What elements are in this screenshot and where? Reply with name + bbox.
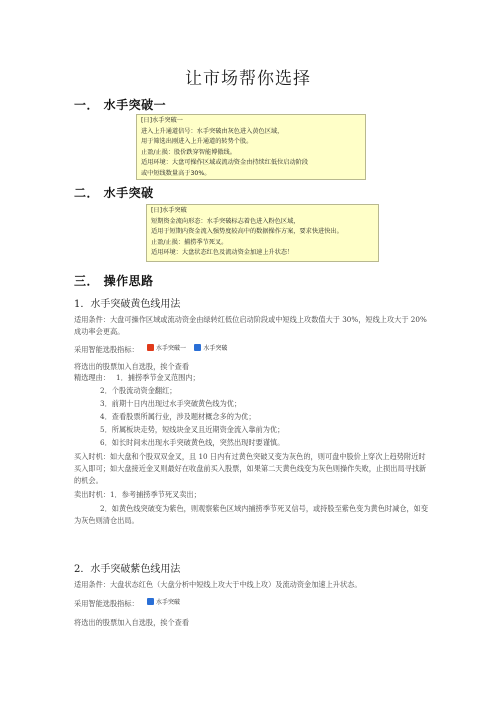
box1-line: 用于筛选出刚进入上升通道的转势个股。: [141, 138, 253, 146]
indicator-description-box-1: [136, 114, 366, 180]
indicator-description-box-2: [146, 204, 379, 262]
sell-timing-label: 卖出时机：1．参考捕捞季节死叉卖出；: [74, 490, 201, 499]
section-heading-3: 三． 操作思路: [74, 274, 154, 288]
indicator-label: 采用智能选股指标：: [74, 345, 139, 354]
box1-line: 止盈/止损：股价跌穿智能博傲线。: [141, 148, 236, 156]
indicator-icon: [147, 344, 154, 351]
step-text-2: 将选出的股票加入自选股，挨个查看: [74, 618, 190, 627]
sell-timing-detail: [74, 503, 430, 527]
indicator-chip-label: 水手突破: [203, 345, 228, 352]
reason-item: 4．查看股票所属行业，涉及题材概念多的为优；: [100, 412, 256, 421]
section-heading-2: 二． 水手突破: [74, 186, 154, 200]
indicator-chip-label: 水手突破一: [156, 345, 187, 352]
reason-item: 5．所属板块走势，短线块金叉且近期资金流入靠前为优；: [100, 425, 285, 434]
reason-item: 6．如长时间未出现水手突破黄色线，突然出现时要谨慎。: [100, 438, 285, 447]
subsection-heading-1: 1．水手突破黄色线用法: [74, 299, 181, 310]
subsection-heading-2: 2．水手突破紫色线用法: [74, 564, 181, 575]
box1-line: [日]水手突破一: [141, 117, 183, 124]
indicator-chip-2: [194, 344, 227, 354]
section-heading-1: 一． 水手突破一: [74, 98, 167, 112]
indicator-row-1: [74, 344, 227, 356]
box2-line: 适用环境：大盘状态红色及流动资金加速上升状态！: [151, 249, 294, 257]
box1-line: 或中短线数量高于30%。: [141, 169, 211, 177]
indicator-icon: [194, 344, 201, 351]
reason-item: 1．捕捞季节金叉范围内；: [116, 373, 200, 382]
filter-reason-label: 精选理由：: [74, 373, 110, 382]
step-text-1: 将选出的股票加入自选股，挨个查看: [74, 362, 190, 371]
box1-line: 适用环境：大盘可操作区域或流动资金由持续红低位启动阶段: [141, 159, 309, 167]
sell-timing-detail-text: 2．如黄色线突破变为紫色，则观察紫色区域内捕捞季节死叉信号，或持股至紫色变为黄色时减仓，如变为灰色则清仓出局。: [74, 504, 429, 525]
box2-line: 适用于短期内资金流入强势度较高中的数据操作方案，要求快进快出。: [151, 228, 343, 236]
condition-text-1: 适用条件：大盘可操作区域或流动资金由绿转红低位启动阶段或中短线上攻数值大于 30%，短线上攻大于 20%成功率会更高。: [74, 315, 427, 336]
condition-text-2: 适用条件：大盘状态红色（大盘分析中短线上攻大于中线上攻）及流动资金加速上升状态。: [74, 580, 362, 589]
indicator-chip-1: [147, 344, 186, 354]
indicator-chip-3: [147, 598, 180, 608]
indicator-row-2: [74, 598, 180, 610]
box1-line: 进入上升通道信号：水手突破由灰色进入黄色区域，: [141, 127, 284, 135]
buy-timing-text: 买入时机：如大盘和个股双双金叉，且 10 日内有过黄色突破又变为灰色的，则可盘中股价上穿次上趋势附近时买入即可；如大盘接近金叉则最好在收盘前买入股票，如果第二天黄色线变为灰色则操作失败，止损出局寻找新的机会。: [74, 452, 427, 485]
indicator-icon: [147, 598, 154, 605]
box2-line: 短期资金流向形态：水手突破标志着色进入粉色区域，: [151, 217, 300, 225]
indicator-label: 采用智能选股指标：: [74, 599, 139, 608]
indicator-chip-label: 水手突破: [156, 599, 181, 606]
box2-line: [日]水手突破: [151, 207, 187, 214]
box2-line: 止盈/止损：捕捞季节死叉。: [151, 238, 228, 246]
page-title: 让市场帮你选择: [185, 69, 311, 89]
reason-item: 2．个股流动资金翻红；: [100, 386, 177, 395]
reason-item: 3．前期十日内出现过水手突破黄色线为优；: [100, 399, 242, 408]
